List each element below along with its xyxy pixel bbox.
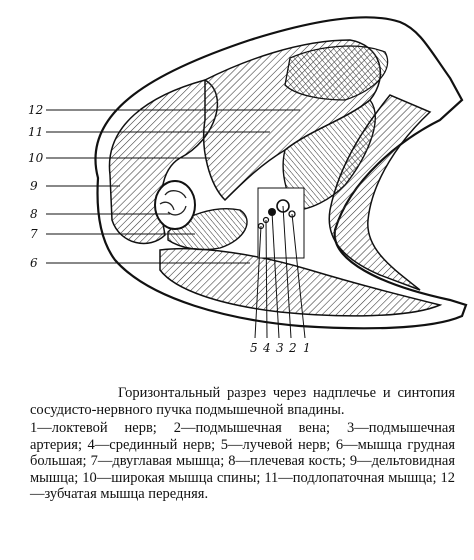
label-11: 11 bbox=[28, 125, 44, 139]
label-1: 1 bbox=[303, 341, 311, 355]
neurovascular-bundle-area bbox=[258, 188, 304, 258]
label-3: 3 bbox=[276, 341, 284, 355]
label-5: 5 bbox=[250, 341, 258, 355]
label-8: 8 bbox=[30, 207, 38, 221]
label-2: 2 bbox=[289, 341, 297, 355]
label-4: 4 bbox=[263, 341, 271, 355]
label-9: 9 bbox=[30, 179, 38, 193]
label-12: 12 bbox=[28, 103, 44, 117]
label-6: 6 bbox=[30, 256, 38, 270]
caption-title: Горизонтальный разрез через надплечье и синтопия сосудисто-нервного пучка подмышечной впадины. bbox=[30, 385, 455, 418]
figure-caption bbox=[30, 385, 455, 503]
caption-legend: 1—локтевой нерв; 2—подмышечная вена; 3—подмышечная артерия; 4—срединный нерв; 5—лучевой нерв; 6—мышца грудная большая; 7—двуглавая мышца; 8—плечевая кость; 9—дельтовидная мышца; 10—широкая мышца спины; 11—подлопаточная мышца; 12—зубчатая мышца передняя. bbox=[30, 420, 455, 502]
label-10: 10 bbox=[28, 151, 44, 165]
humerus-bone bbox=[155, 181, 195, 229]
label-7: 7 bbox=[30, 227, 38, 241]
